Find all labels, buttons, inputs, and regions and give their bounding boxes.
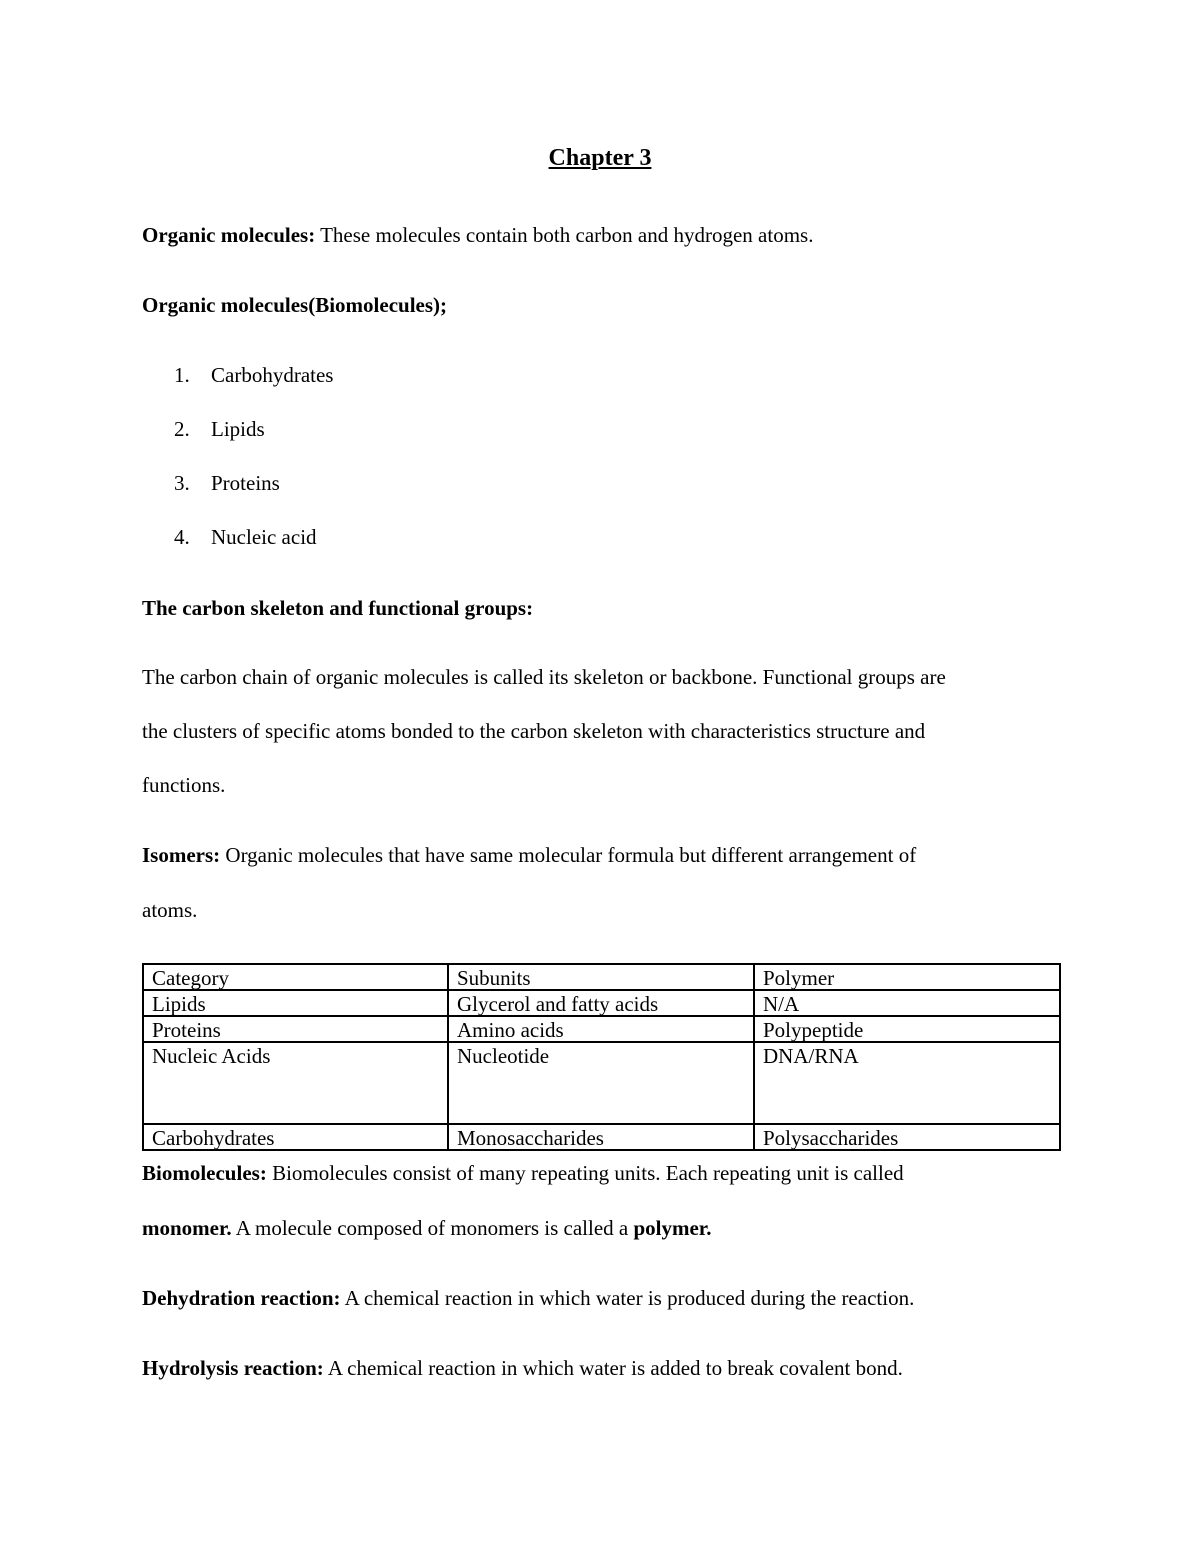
skeleton-paragraph-line: The carbon chain of organic molecules is called its skeleton or backbone. Functional groups are bbox=[142, 665, 946, 689]
skeleton-heading: The carbon skeleton and functional groups: bbox=[142, 596, 534, 620]
definition-text: A chemical reaction in which water is produced during the reaction. bbox=[340, 1286, 915, 1310]
table-row bbox=[143, 1042, 1060, 1124]
table-row bbox=[143, 1124, 1060, 1150]
definition-term: Dehydration reaction: bbox=[142, 1286, 341, 1310]
table-cell: Amino acids bbox=[448, 1016, 754, 1042]
table-row bbox=[143, 990, 1060, 1016]
skeleton-paragraph-line: the clusters of specific atoms bonded to the carbon skeleton with characteristics structure and bbox=[142, 719, 926, 743]
table-cell: Carbohydrates bbox=[143, 1124, 448, 1150]
definition-term: Organic molecules: bbox=[142, 223, 316, 247]
table-cell: Monosaccharides bbox=[448, 1124, 754, 1150]
list-text: Proteins bbox=[211, 471, 280, 495]
dehydration-definition bbox=[142, 1288, 914, 1309]
list-number: 3. bbox=[174, 471, 190, 495]
table-cell: Polypeptide bbox=[754, 1016, 1060, 1042]
definition-text: These molecules contain both carbon and hydrogen atoms. bbox=[315, 223, 814, 247]
definition-term: Biomolecules: bbox=[142, 1161, 267, 1185]
definition-term: Hydrolysis reaction: bbox=[142, 1356, 324, 1380]
biomolecules-heading: Organic molecules(Biomolecules); bbox=[142, 293, 448, 317]
organic-molecules-definition bbox=[142, 225, 813, 246]
definition-text: A molecule composed of monomers is called a bbox=[231, 1216, 634, 1240]
table-cell: Polysaccharides bbox=[754, 1124, 1060, 1150]
biomolecule-table bbox=[142, 963, 1061, 1151]
table-cell: Lipids bbox=[143, 990, 448, 1016]
definition-term: Isomers: bbox=[142, 843, 221, 867]
table-cell: DNA/RNA bbox=[754, 1042, 1060, 1124]
table-header-cell: Polymer bbox=[754, 964, 1060, 990]
definition-text: Biomolecules consist of many repeating units. Each repeating unit is called bbox=[266, 1161, 904, 1185]
table-cell: Nucleotide bbox=[448, 1042, 754, 1124]
table-header-cell: Subunits bbox=[448, 964, 754, 990]
table-cell: Proteins bbox=[143, 1016, 448, 1042]
isomers-definition-continued: atoms. bbox=[142, 898, 198, 922]
table-cell: N/A bbox=[754, 990, 1060, 1016]
polymer-term: polymer. bbox=[633, 1216, 712, 1240]
isomers-definition bbox=[142, 845, 916, 866]
table-cell: Glycerol and fatty acids bbox=[448, 990, 754, 1016]
list-text: Nucleic acid bbox=[211, 525, 317, 549]
definition-text: Organic molecules that have same molecular formula but different arrangement of bbox=[220, 843, 917, 867]
biomolecules-definition-continued bbox=[142, 1218, 711, 1239]
table-row bbox=[143, 1016, 1060, 1042]
table-header-cell: Category bbox=[143, 964, 448, 990]
page-title: Chapter 3 bbox=[548, 145, 652, 171]
monomer-term: monomer. bbox=[142, 1216, 232, 1240]
list-number: 4. bbox=[174, 525, 190, 549]
table-header-row bbox=[143, 964, 1060, 990]
table-cell: Nucleic Acids bbox=[143, 1042, 448, 1124]
list-number: 2. bbox=[174, 417, 190, 441]
hydrolysis-definition bbox=[142, 1358, 903, 1379]
biomolecules-definition bbox=[142, 1163, 904, 1184]
definition-text: A chemical reaction in which water is added to break covalent bond. bbox=[323, 1356, 903, 1380]
list-text: Carbohydrates bbox=[211, 363, 334, 387]
list-number: 1. bbox=[174, 363, 190, 387]
list-text: Lipids bbox=[211, 417, 265, 441]
skeleton-paragraph-line: functions. bbox=[142, 773, 226, 797]
